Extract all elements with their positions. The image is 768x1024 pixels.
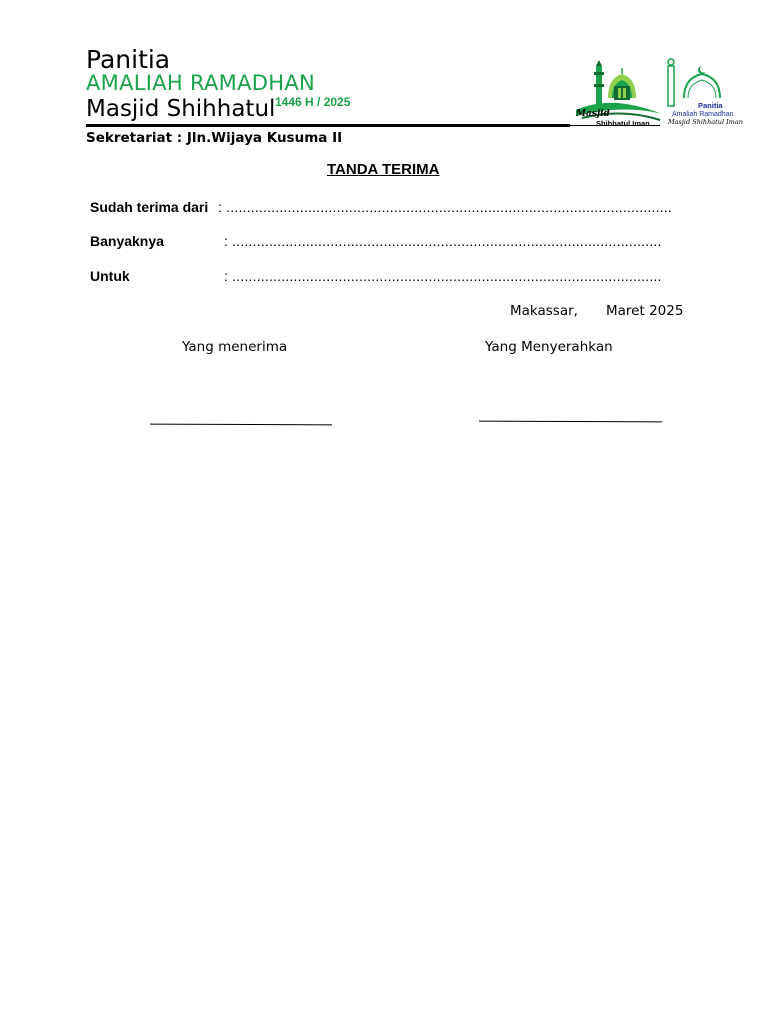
header-masjid-name: Masjid Shihhatul <box>86 96 276 122</box>
field-label-received-from: Sudah terima dari <box>90 199 209 215</box>
receiver-label: Yang menerima <box>182 339 288 355</box>
svg-text:Masjid Shihhatul Iman: Masjid Shihhatul Iman <box>668 118 743 126</box>
receiver-signature-line <box>150 424 332 426</box>
field-label-purpose: Untuk <box>90 268 130 284</box>
header-address: Sekretariat : Jln.Wijaya Kusuma II <box>86 130 343 146</box>
header-divider <box>86 124 570 127</box>
mosque-outline-icon <box>664 56 743 130</box>
giver-signature-line <box>479 421 662 423</box>
header-year: 1446 H / 2025 <box>275 95 351 109</box>
mosque-logo <box>572 58 664 130</box>
field-label-amount: Banyaknya <box>90 233 164 249</box>
panitia-logo <box>664 56 743 130</box>
giver-label: Yang Menyerahkan <box>485 339 613 355</box>
svg-text:Amaliah Ramadhan: Amaliah Ramadhan <box>672 111 734 118</box>
mosque-icon <box>572 58 664 130</box>
svg-text:Shihhatul Iman: Shihhatul Iman <box>596 119 650 128</box>
svg-text:Masjid: Masjid <box>576 109 610 119</box>
field-value-received-from: : ............................................................................................................. <box>218 199 672 215</box>
field-value-purpose: : ......................................................................................................... <box>224 268 662 284</box>
date-text: Maret 2025 <box>606 303 684 319</box>
document-title: TANDA TERIMA <box>327 161 440 178</box>
header-amaliah-ramadhan: AMALIAH RAMADHAN <box>86 71 316 95</box>
field-value-amount: : ......................................................................................................... <box>224 233 662 249</box>
place-text: Makassar, <box>510 303 578 319</box>
header-panitia: Panitia <box>86 45 171 74</box>
svg-text:Panitia: Panitia <box>698 101 723 110</box>
